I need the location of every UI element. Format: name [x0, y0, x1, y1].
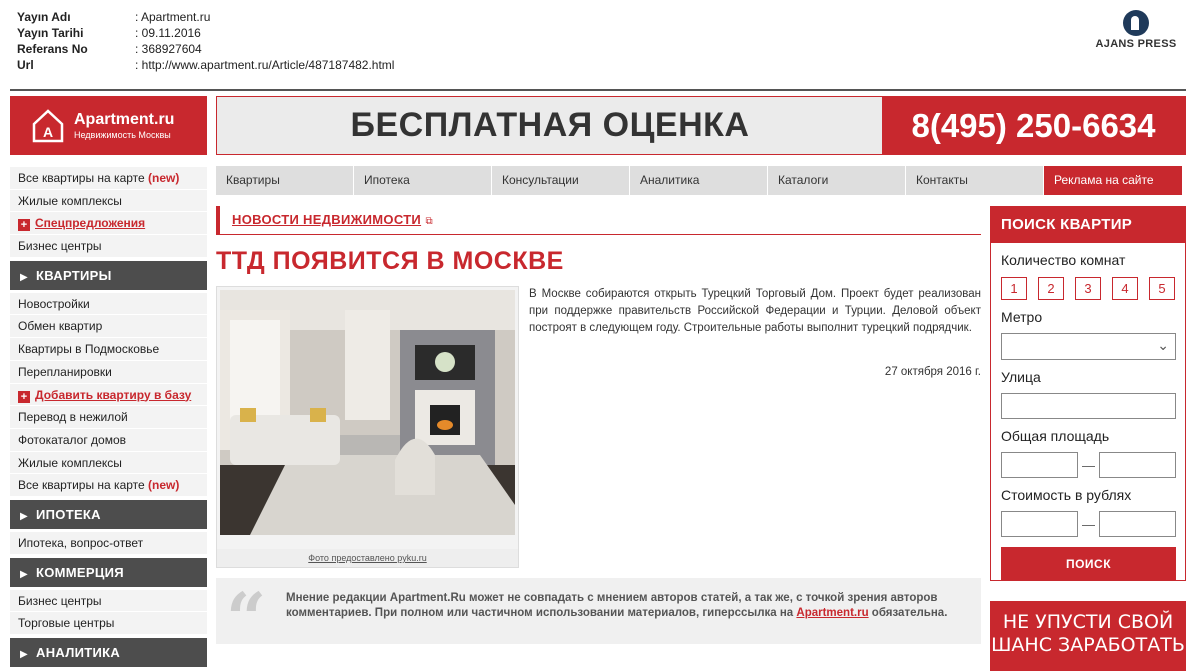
sidebar-item-label[interactable]: Спецпредложения [35, 216, 146, 231]
logo-title: Apartment.ru [74, 111, 175, 128]
promo-banner[interactable] [990, 601, 1186, 671]
press-key: Yayın Tarihi [17, 26, 84, 40]
logo-subtitle: Недвижимость Москвы [74, 130, 171, 140]
tab-contacts[interactable]: Контакты [906, 166, 1044, 195]
promo-line-2: ШАНС ЗАРАБОТАТЬ [991, 634, 1185, 656]
room-option-4[interactable]: 4 [1112, 277, 1138, 300]
external-link-icon: ⧉ [425, 216, 433, 227]
tab-mortgage[interactable]: Ипотека [354, 166, 492, 195]
sidebar-heading-mortgage[interactable] [10, 500, 207, 529]
press-key: Referans No [17, 42, 88, 56]
sidebar-heading-apartments[interactable] [10, 261, 207, 290]
section-link[interactable]: НОВОСТИ НЕДВИЖИМОСТИ [232, 212, 422, 227]
sidebar-item-non-residential[interactable]: Перевод в нежилой [10, 406, 207, 429]
tab-consultations[interactable]: Консультации [492, 166, 630, 195]
sidebar-heading-label: ИПОТЕКА [36, 506, 101, 522]
disclaimer-text [286, 591, 966, 621]
press-key: Url [17, 58, 34, 72]
sidebar-heading-label: КОММЕРЦИЯ [36, 564, 124, 580]
article-photo[interactable] [220, 290, 515, 535]
tab-apartments[interactable]: Квартиры [216, 166, 354, 195]
disclaimer-link[interactable]: Apartment.ru [796, 607, 869, 619]
area-label: Общая площадь [1001, 428, 1110, 444]
sidebar-item-label[interactable]: Добавить квартиру в базу [35, 387, 192, 402]
sidebar-item-complexes-2[interactable]: Жилые комплексы [10, 452, 207, 475]
range-dash: — [1082, 516, 1095, 532]
price-label: Стоимость в рублях [1001, 487, 1132, 503]
new-badge: (new) [148, 171, 180, 185]
arrow-right-icon: ▶ [20, 510, 28, 522]
rooms-label: Количество комнат [1001, 252, 1126, 268]
room-option-1[interactable]: 1 [1001, 277, 1027, 300]
disclaimer-end: обязательна. [868, 607, 948, 619]
tab-analytics[interactable]: Аналитика [630, 166, 768, 195]
plus-icon: + [18, 219, 30, 231]
sidebar-item-moscow-region[interactable]: Квартиры в Подмосковье [10, 338, 207, 361]
sidebar-item-replanning[interactable]: Перепланировки [10, 361, 207, 384]
svg-text:A: A [42, 123, 54, 140]
sidebar-item-label: Все квартиры на карте [18, 478, 145, 493]
ajans-brand: AJANS PRESS [1095, 38, 1177, 50]
arrow-right-icon: ▶ [20, 649, 28, 660]
free-evaluation-banner[interactable] [216, 96, 1186, 155]
top-navigation [216, 166, 1186, 195]
banner-phone[interactable]: 8(495) 250-6634 [882, 97, 1185, 154]
section-header [216, 206, 981, 235]
article-body: В Москве собираются открыть Турецкий Торговый Дом. Проект будет реализован при поддержке правительств Российской Федерации и Турции. Деловой объект построят в следующем году. Строительные работы выполнит турецкий подрядчик. [529, 288, 981, 334]
new-badge: (new) [148, 478, 180, 493]
apartment-search-panel [990, 206, 1186, 581]
sidebar-item-business-centers[interactable]: Бизнес центры [10, 235, 207, 258]
sidebar-item-special-offers[interactable] [10, 212, 207, 235]
sidebar-item-add-apartment[interactable] [10, 384, 207, 407]
press-value: : Apartment.ru [135, 10, 211, 24]
tab-catalogs[interactable]: Каталоги [768, 166, 906, 195]
area-from-input[interactable] [1001, 452, 1078, 478]
sidebar [10, 167, 207, 670]
sidebar-item-map-2[interactable] [10, 474, 207, 497]
photo-caption[interactable]: Фото предоставлено pyku.ru [217, 549, 518, 567]
quote-icon: “ [226, 577, 267, 660]
sidebar-item-mortgage-qa[interactable]: Ипотека, вопрос-ответ [10, 532, 207, 555]
disclaimer-box [216, 577, 981, 660]
press-url: : http://www.apartment.ru/Article/487187482.html [135, 58, 395, 72]
price-to-input[interactable] [1099, 511, 1176, 537]
press-value: : 09.11.2016 [135, 26, 201, 40]
press-row [17, 41, 394, 57]
sidebar-item-complexes[interactable]: Жилые комплексы [10, 190, 207, 213]
article-date: 27 октября 2016 г. [884, 366, 981, 378]
room-option-5[interactable]: 5 [1149, 277, 1175, 300]
press-row [17, 25, 394, 41]
room-option-3[interactable]: 3 [1075, 277, 1101, 300]
sidebar-heading-analytics[interactable] [10, 638, 207, 667]
article-photo-box [216, 286, 519, 568]
street-label: Улица [1001, 369, 1041, 385]
press-row [17, 57, 394, 73]
ajans-press-logo [1086, 10, 1186, 50]
range-dash: — [1082, 457, 1095, 473]
house-icon [32, 109, 64, 143]
banner-title: БЕСПЛАТНАЯ ОЦЕНКА [350, 106, 750, 144]
sidebar-item-map[interactable] [10, 167, 207, 190]
arrow-right-icon: ▶ [20, 568, 28, 580]
sidebar-item-exchange[interactable]: Обмен квартир [10, 315, 207, 338]
sidebar-item-new-buildings[interactable]: Новостройки [10, 293, 207, 316]
sidebar-heading-label: КВАРТИРЫ [36, 267, 112, 283]
area-to-input[interactable] [1099, 452, 1176, 478]
ajans-logo-icon [1123, 10, 1149, 36]
site-logo[interactable] [10, 96, 207, 155]
metro-select[interactable] [1001, 333, 1176, 360]
price-range [1001, 511, 1185, 537]
metro-label: Метро [1001, 309, 1043, 325]
article-title: ТТД ПОЯВИТСЯ В МОСКВЕ [216, 247, 564, 275]
promo-line-1: НЕ УПУСТИ СВОЙ [1002, 611, 1174, 633]
room-option-2[interactable]: 2 [1038, 277, 1064, 300]
sidebar-item-shopping-centers[interactable]: Торговые центры [10, 612, 207, 635]
plus-icon: + [18, 391, 30, 403]
press-key: Yayın Adı [17, 10, 71, 24]
street-input[interactable] [1001, 393, 1176, 419]
chevron-down-icon: ⌄ [1157, 337, 1169, 353]
press-info [17, 9, 394, 73]
tab-advertising[interactable]: Реклама на сайте [1044, 166, 1182, 195]
area-range [1001, 452, 1185, 478]
sidebar-item-photo-catalog[interactable]: Фотокаталог домов [10, 429, 207, 452]
main-content [216, 206, 981, 660]
disclaimer-body: Мнение редакции Apartment.Ru может не совпадать с мнением авторов статей, а так же, с точкой зрения авторов комментариев. При полном или частичном использовании материалов, гиперссылка на [286, 592, 938, 619]
press-row [17, 9, 394, 25]
sidebar-item-label: Все квартиры на карте [18, 171, 145, 185]
sidebar-heading-commerce[interactable] [10, 558, 207, 587]
rooms-selector [991, 277, 1185, 300]
arrow-right-icon: ▶ [20, 271, 28, 283]
sidebar-item-business-centers-2[interactable]: Бизнес центры [10, 590, 207, 613]
price-from-input[interactable] [1001, 511, 1078, 537]
press-value: : 368927604 [135, 42, 202, 56]
search-title: ПОИСК КВАРТИР [991, 207, 1185, 243]
sidebar-heading-label: АНАЛИТИКА [36, 645, 121, 660]
search-button[interactable]: ПОИСК [1001, 547, 1176, 581]
divider [10, 89, 1186, 91]
